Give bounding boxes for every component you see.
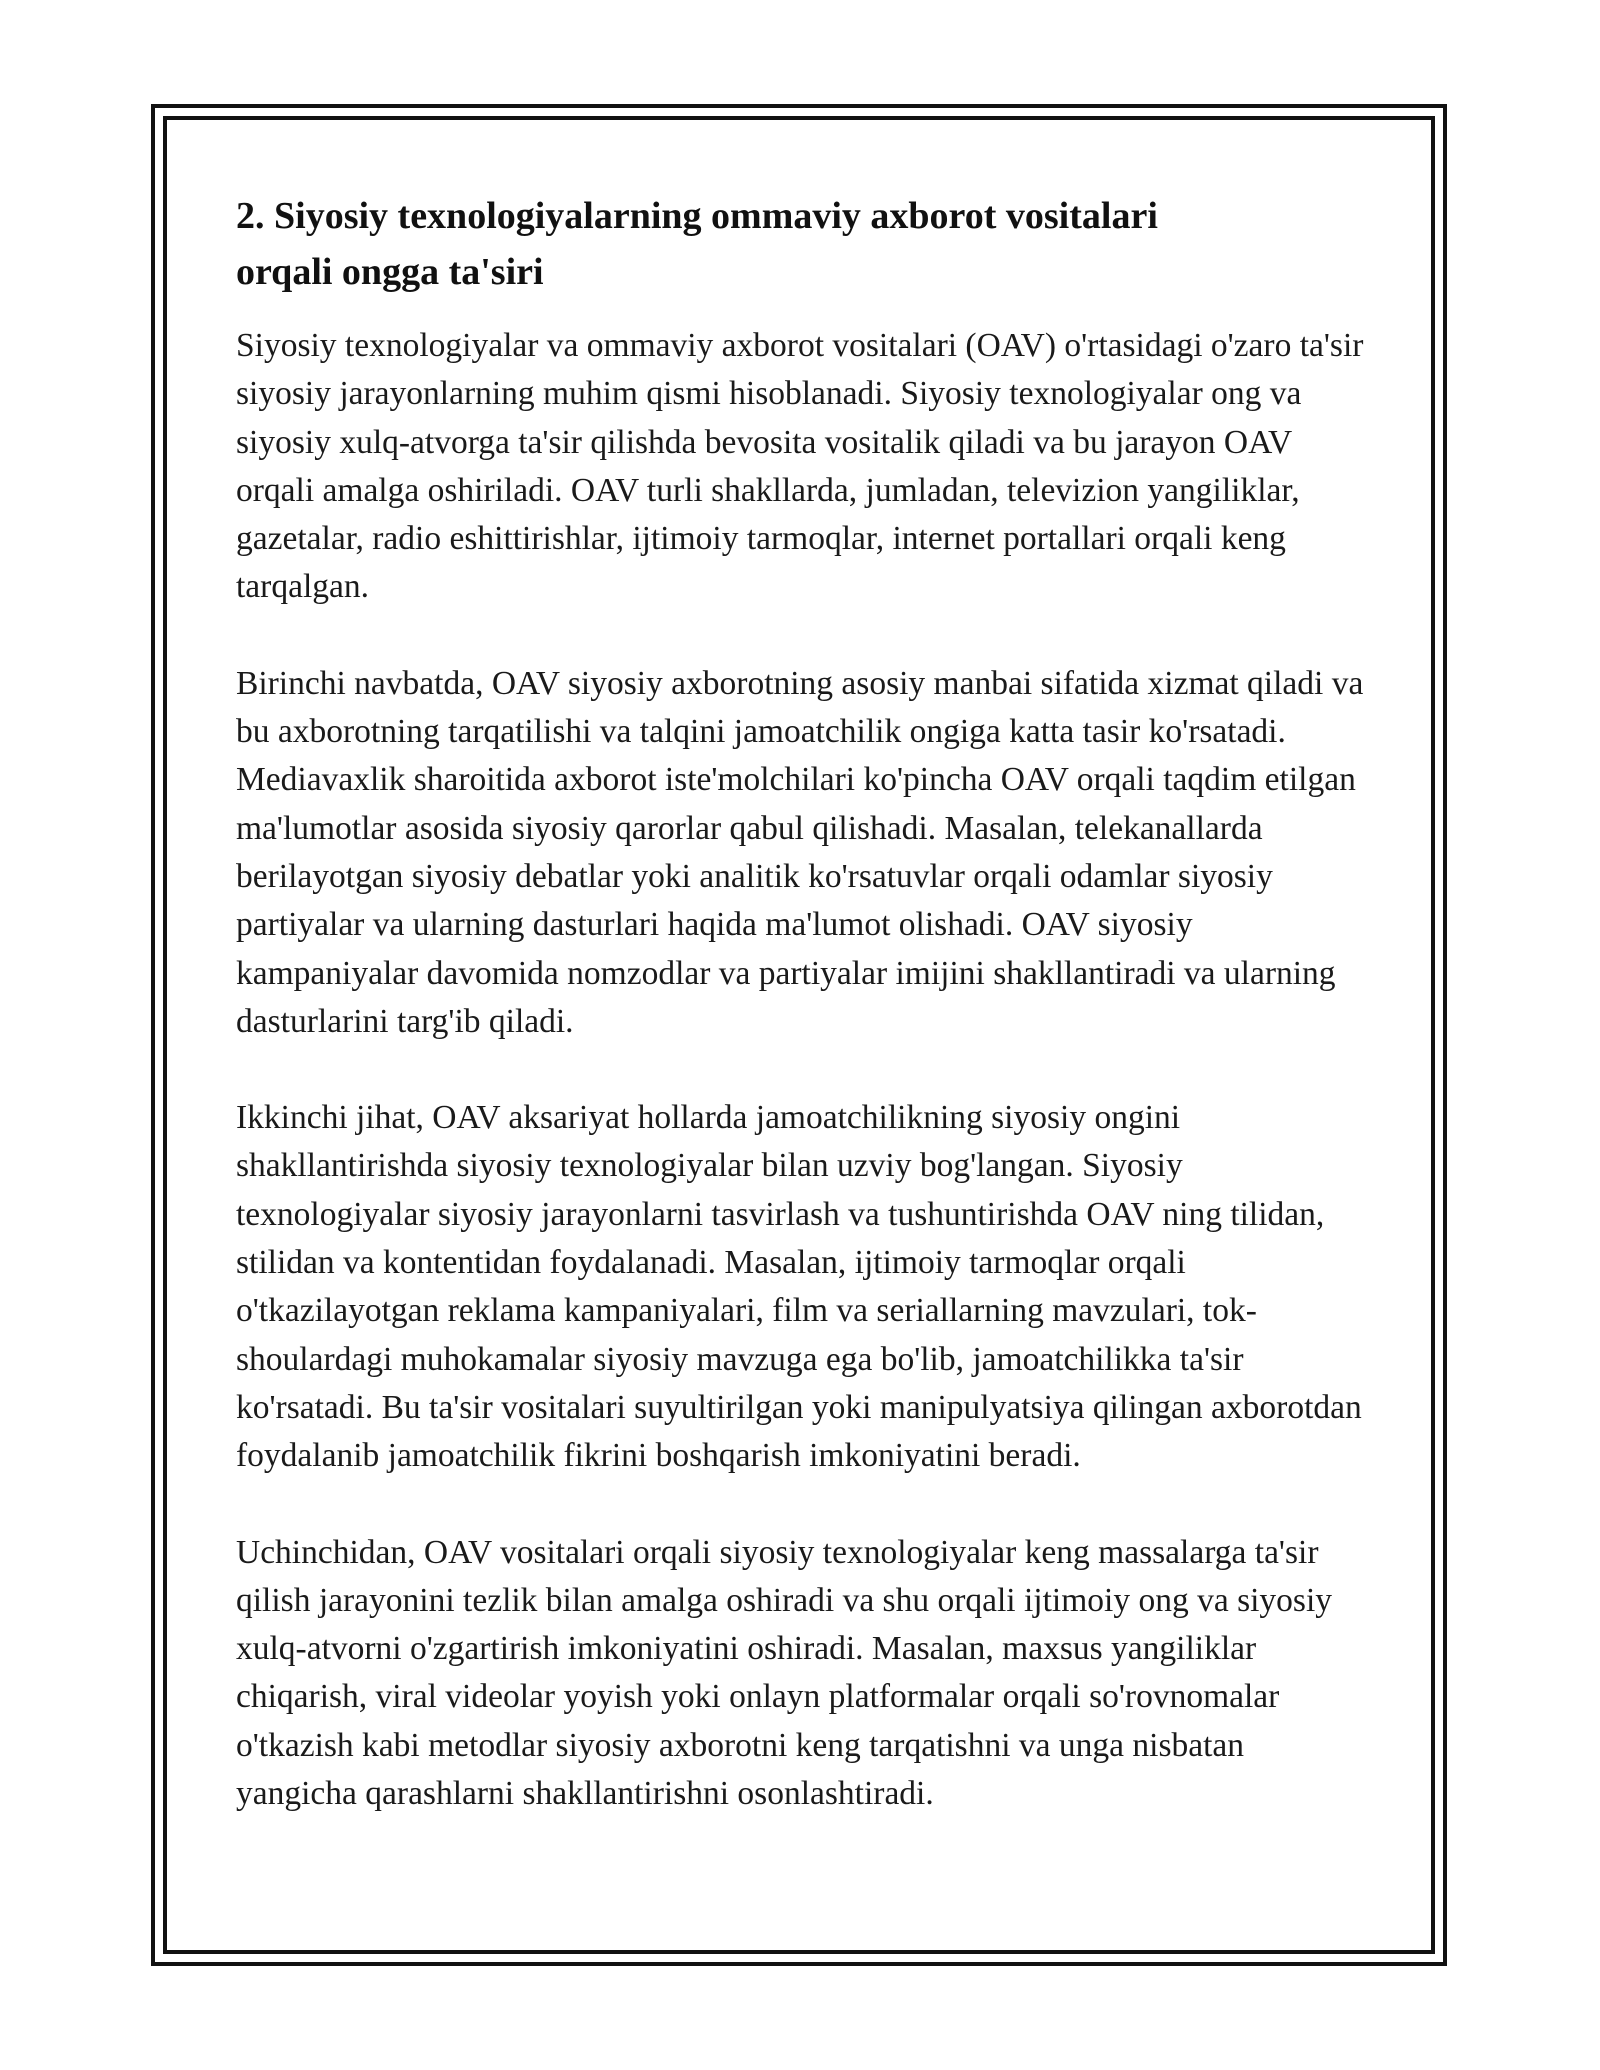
paragraph-1: Siyosiy texnologiyalar va ommaviy axborot vositalari (OAV) o'rtasidagi o'zaro ta'sir siyosiy jarayonlarning muhim qismi hisoblanadi. Siyosiy texnologiyalar ong va siyosiy xulq-atvorga ta'sir qilishda bevosita vositalik qiladi va bu jarayon OAV orqali amalga oshiriladi. OAV turli shakllarda, jumladan, televizion yangiliklar, gazetalar, radio eshittirishlar, ijtimoiy tarmoqlar, internet portallari orqali keng tarqalgan. [236,327,1364,606]
document-body [236,188,1370,1866]
section-heading [236,188,1370,300]
paragraph-4: Uchinchidan, OAV vositalari orqali siyosiy texnologiyalar keng massalarga ta'sir qilish jarayonini tezlik bilan amalga oshiradi va shu orqali ijtimoiy ong va siyosiy xulq-atvorni o'zgartirish imkoniyatini oshiradi. Masalan, maxsus yangiliklar chiqarish, viral videolar yoyish yoki onlayn platformalar orqali so'rovnomalar o'tkazish kabi metodlar siyosiy axborotni keng tarqatishni va unga nisbatan yangicha qarashlarni shakllantirishni osonlashtiradi. [236,1533,1333,1813]
section-heading-line-2: orqali ongga ta'siri [236,251,544,293]
section-heading-line-1: 2. Siyosiy texnologiyalarning ommaviy axborot vositalari [236,195,1158,237]
paragraph-2: Birinchi navbatda, OAV siyosiy axborotning asosiy manbai sifatida xizmat qiladi va bu axborotning tarqatilishi va talqini jamoatchilik ongiga katta tasir ko'rsatadi. Mediavaxlik sharoitida axborot iste'molchilari ko'pincha OAV orqali taqdim etilgan ma'lumotlar asosida siyosiy qarorlar qabul qilishadi. Masalan, telekanallarda berilayotgan siyosiy debatlar yoki analitik ko'rsatuvlar orqali odamlar siyosiy partiyalar va ularning dasturlari haqida ma'lumot olishadi. OAV siyosiy kampaniyalar davomida nomzodlar va partiyalar imijini shakllantiradi va ularning dasturlarini targ'ib qiladi. [236,664,1364,1040]
paragraph-3: Ikkinchi jihat, OAV aksariyat hollarda jamoatchilikning siyosiy ongini shakllantirishda siyosiy texnologiyalar bilan uzviy bog'langan. Siyosiy texnologiyalar siyosiy jarayonlarni tasvirlash va tushuntirishda OAV ning tilidan, stilidan va kontentidan foydalanadi. Masalan, ijtimoiy tarmoqlar orqali o'tkazilayotgan reklama kampaniyalari, film va seriallarning mavzulari, tok-shoulardagi muhokamalar siyosiy mavzuga ega bo'lib, jamoatchilikka ta'sir ko'rsatadi. Bu ta'sir vositalari suyultirilgan yoki manipulyatsiya qilingan axborotdan foydalanib jamoatchilik fikrini boshqarish imkoniyatini beradi. [236,1099,1362,1475]
